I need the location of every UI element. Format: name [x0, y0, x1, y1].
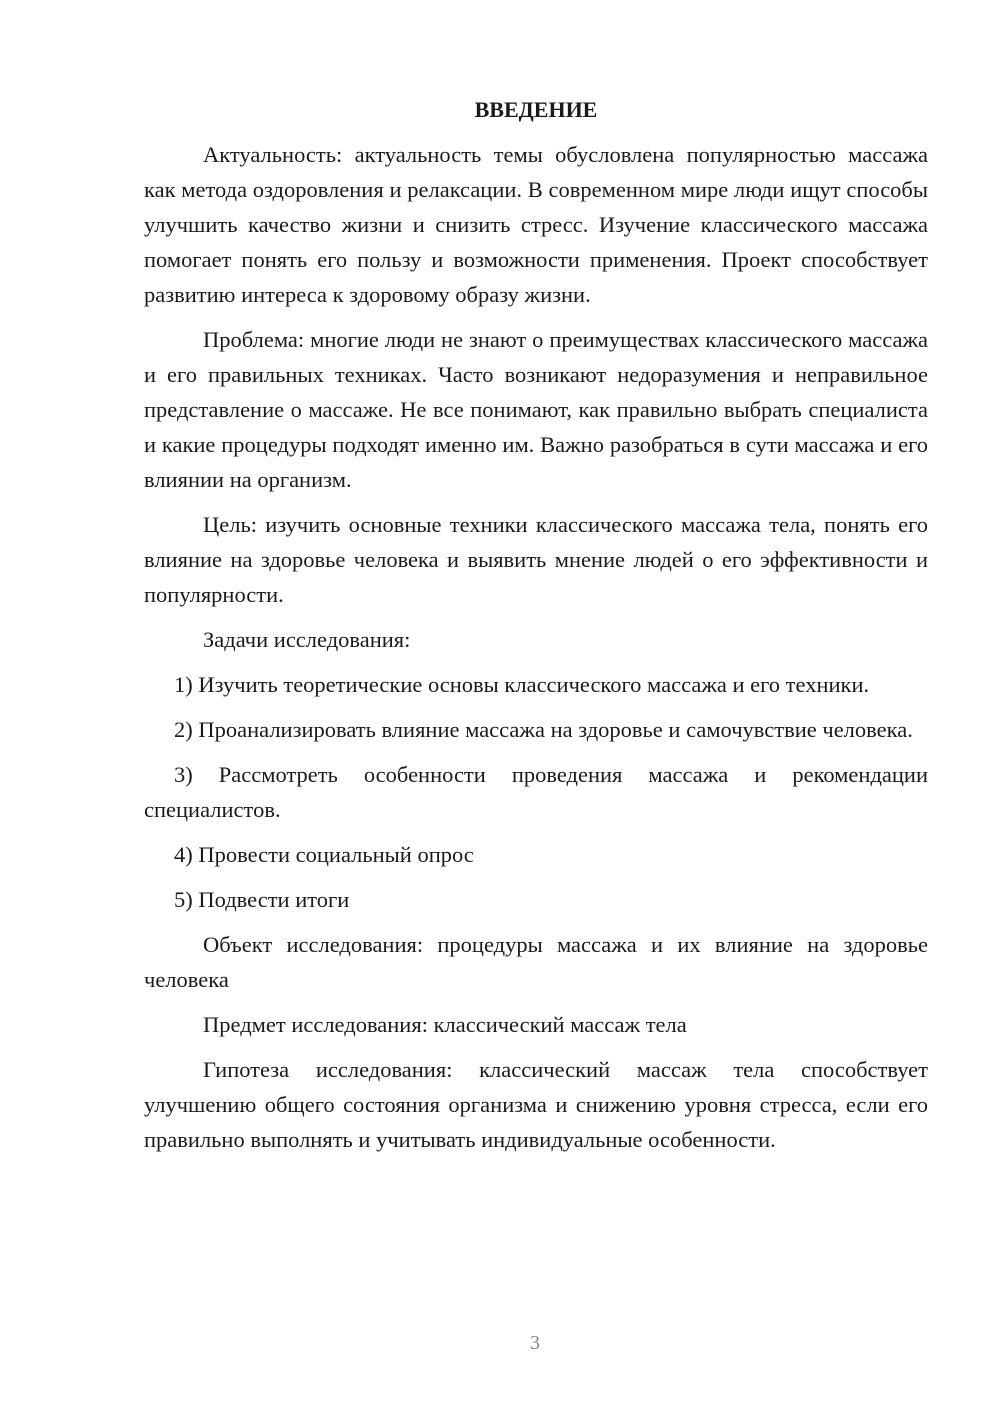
page-title: ВВЕДЕНИЕ — [474, 97, 598, 122]
page-number: 3 — [530, 1332, 540, 1354]
goal-paragraph: Цель: изучить основные техники классического массажа тела, понять его влияние на здоровье человека и выявить мнение людей о его эффективности и популярности. — [144, 512, 928, 607]
task-item-3: 3) Рассмотреть особенности проведения массажа и рекомендации специалистов. — [144, 762, 928, 822]
page-content — [144, 92, 928, 1167]
problem-paragraph: Проблема: многие люди не знают о преимуществах классического массажа и его правильных техниках. Часто возникают недоразумения и неправильное представление о массаже. Не все понимают, как правильно выбрать специалиста и какие процедуры подходят именно им. Важно разобраться в сути массажа и его влиянии на организм. — [144, 327, 928, 492]
relevance-paragraph: Актуальность: актуальность темы обусловлена популярностью массажа как метода оздоровления и релаксации. В современном мире люди ищут способы улучшить качество жизни и снизить стресс. Изучение классического массажа помогает понять его пользу и возможности применения. Проект способствует развитию интереса к здоровому образу жизни. — [144, 142, 928, 307]
task-item-2: 2) Проанализировать влияние массажа на здоровье и самочувствие человека. — [174, 717, 913, 742]
task-item-5: 5) Подвести итоги — [174, 887, 350, 912]
task-item-4: 4) Провести социальный опрос — [174, 842, 474, 867]
object-paragraph: Объект исследования: процедуры массажа и их влияние на здоровье человека — [144, 932, 928, 992]
tasks-heading: Задачи исследования: — [203, 627, 411, 652]
task-item-1: 1) Изучить теоретические основы классического массажа и его техники. — [174, 672, 870, 697]
hypothesis-paragraph: Гипотеза исследования: классический массаж тела способствует улучшению общего состояния организма и снижению уровня стресса, если его правильно выполнять и учитывать индивидуальные особенности. — [144, 1057, 928, 1152]
subject-paragraph: Предмет исследования: классический массаж тела — [203, 1012, 687, 1037]
